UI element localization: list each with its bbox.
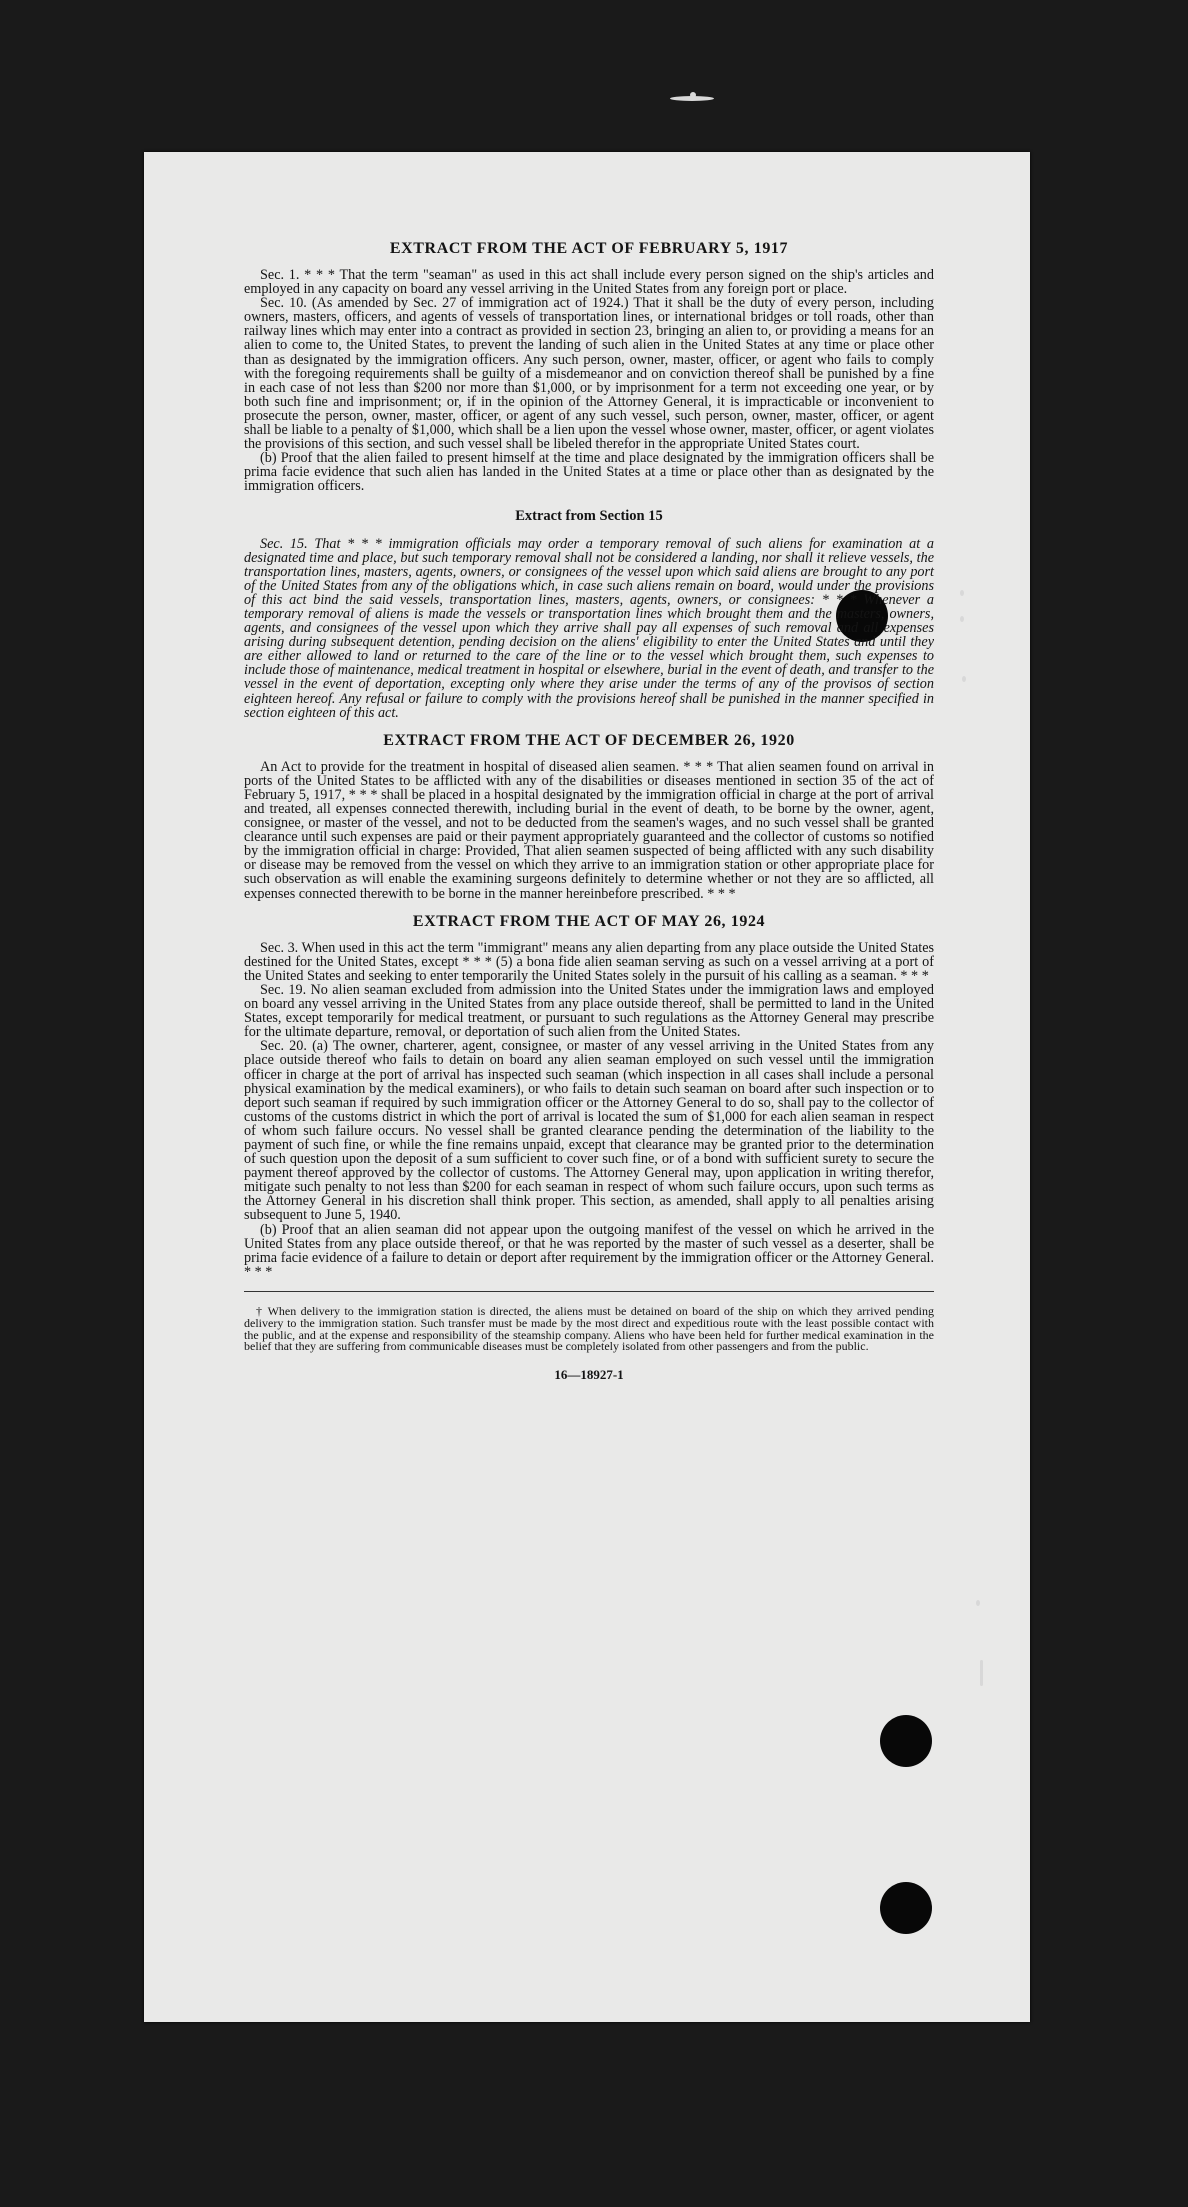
section-title: EXTRACT FROM THE ACT OF DECEMBER 26, 1920 — [383, 731, 795, 749]
scan-speck — [976, 1600, 980, 1606]
punch-hole — [880, 1882, 932, 1934]
footnote: † When delivery to the immigration station is directed, the aliens must be detained on board of the ship on which they arrived pending delivery to the immigration station. Such transfer must be made by the most direct and expeditious route with the least possible contact with the public, and at the expense and responsibility of the steamship company. Aliens who have been held for further medical examination in the belief that they are suffering from communicable diseases must be completely isolated from other passengers and from the public. — [244, 1303, 934, 1354]
scan-speck — [962, 676, 966, 682]
scan-speck — [960, 590, 964, 596]
section-title: EXTRACT FROM THE ACT OF FEBRUARY 5, 1917 — [389, 240, 789, 257]
scan-speck — [960, 616, 964, 622]
paragraph: Sec. 10. (As amended by Sec. 27 of immigration act of 1924.) That it shall be the duty of every person, including owners, masters, officers, and agents of vessels of transportation lines, or international bridges or toll roads, other than railway lines which may enter into a contract as provided in section 23, bringing an alien to, or providing a means for an alien to come to, the United States, to prevent the landing of such alien in the United States at any time or place other than as designated by the immigration officers. Any such person, owner, master, officer, or agent who fails to comply with the foregoing requirements shall be guilty of a misdemeanor and on conviction thereof shall be punished by a fine in each case of not less than $200 nor more than $1,000, or by imprisonment for a term not exceeding one year, or by both such fine and imprisonment; or, if in the opinion of the Attorney General, it is impracticable or inconvenient to prosecute the person, owner, master, officer, or agent of any such vessel, such person, owner, master, officer, or agent shall be liable to a penalty of $1,000, which shall be a lien upon the vessel whose owner, master, officer, or agent violates the provisions of this section, and such vessel shall be libeled therefor in the appropriate United States court. — [244, 295, 934, 453]
paragraph: Sec. 20. (a) The owner, charterer, agent, consignee, or master of any vessel arriving in the United States from any place outside thereof who fails to detain on board any alien seaman employed on such vessel until the immigration officer in charge at the port of arrival has inspected such seaman (which inspection in all cases shall include a personal physical examination by the medical examiners), or who fails to detain such seaman on board after such inspection or to deport such seaman if required by such immigration officer or the Attorney General to do so, shall pay to the collector of customs of the customs district in which the port of arrival is located the sum of $1,000 for each alien seaman in respect of whom such failure occurs. No vessel shall be granted clearance pending the determination of the liability to the payment of such fine, or while the fine remains unpaid, except that clearance may be granted prior to the determination of such question upon the deposit of a sum sufficient to cover such fine, or of a bond with sufficient surety to secure the payment thereof approved by the collector of customs. The Attorney General may, upon application in writing therefor, mitigate such penalty to not less than $200 for each seaman in respect of whom such failure occurs, upon such terms as the Attorney General in his discretion shall think proper. This section, as amended, shall apply to all penalties arising subsequent to June 5, 1940. — [244, 1038, 934, 1224]
section-title: EXTRACT FROM THE ACT OF MAY 26, 1924 — [412, 912, 766, 930]
section-title: Extract from Section 15 — [515, 507, 663, 524]
paragraph: Sec. 3. When used in this act the term "immigrant" means any alien departing from any place outside the United States destined for the United States, except * * * (5) a bona fide alien seaman serving as such on a vessel arriving at a port of the United States and seeking to enter temporarily the United States solely in the pursuit of his calling as a seaman. * * * — [244, 939, 935, 984]
document-page — [144, 152, 1030, 2022]
paragraph: Sec. 1. * * * That the term "seaman" as used in this act shall include every person signed on the ship's articles and employed in any capacity on board any vessel arriving in the United States from any foreign port or place. — [244, 267, 934, 298]
paragraph: Sec. 19. No alien seaman excluded from admission into the United States under the immigration laws and employed on board any vessel arriving in the United States from any place outside thereof, shall be permitted to land in the United States, except temporarily for medical treatment, or pursuant to such regulations as the Attorney General may prescribe for the ultimate departure, removal, or deportation of such alien from the United States. — [244, 981, 934, 1041]
paragraph: (b) Proof that the alien failed to present himself at the time and place designated by the immigration officers shall be prima facie evidence that such alien has landed in the United States at a time or place other than as designated by the immigration officers. — [244, 450, 934, 495]
paragraph: (b) Proof that an alien seaman did not appear upon the outgoing manifest of the vessel on which he arrived in the United States from any place outside thereof, or that he was reported by the master of such vessel as a deserter, shall be prima facie evidence of a failure to detain or deport after requirement by the immigration officer or the Attorney General. * * * — [244, 1221, 934, 1280]
divider — [244, 1291, 934, 1292]
scan-speck — [980, 1660, 983, 1686]
document-body — [244, 240, 934, 1383]
paragraph: An Act to provide for the treatment in hospital of diseased alien seamen. * * * That alien seamen found on arrival in ports of the United States to be afflicted with any of the disabilities or diseases mentioned in section 35 of the act of February 5, 1917, * * * shall be placed in a hospital designated by the immigration official in charge at the port of arrival and treated, all expenses connected therewith, including burial in the event of death, to be borne by the owner, agent, consignee, or master of the vessel, and not to be deducted from the seamen's wages, and no such vessel shall be granted clearance until such expenses are paid or their payment appropriately guaranteed and the collector of customs so notified by the immigration official in charge: Provided, That alien seamen suspected of being afflicted with any such disability or disease may be removed from the vessel on which they arrive to an immigration station or other appropriate place for such observation as will enable the examining surgeons definitely to determine whether or not they are so afflicted, all expenses connected therewith to be borne in the manner hereinbefore prescribed. * * * — [244, 758, 934, 902]
scan-speck — [690, 92, 696, 98]
punch-hole — [880, 1715, 932, 1767]
paragraph: Sec. 15. That * * * immigration officials may order a temporary removal of such aliens for examination at a designated time and place, but such temporary removal shall not be considered a landing, nor shall it relieve vessels, the transportation lines, masters, agents, owners, or consignees of the vessel upon which said aliens are brought to any port of the United States from any of the obligations which, in case such aliens remain on board, would under the provisions of this act bind the said vessels, transportation lines, masters, agents, owners, or consignees: * * * Whenever a temporary removal of aliens is made the vessels or transportation lines which brought them and the masters, owners, agents, and consignees of the vessel upon which they arrive shall pay all expenses of such removal and all expenses arising during subsequent detention, pending decision on the aliens' eligibility to enter the United States and until they are either allowed to land or returned to the care of the line or to the vessel which brought them, such expenses to include those of maintenance, medical treatment in hospital or elsewhere, burial in the event of death, and transfer to the vessel in the event of deportation, excepting only where they arise under the terms of any of the provisos of section eighteen hereof. Any refusal or failure to comply with the provisions hereof shall be punished in the manner specified in section eighteen of this act. — [244, 535, 934, 721]
form-number: 16—18927-1 — [554, 1367, 624, 1383]
